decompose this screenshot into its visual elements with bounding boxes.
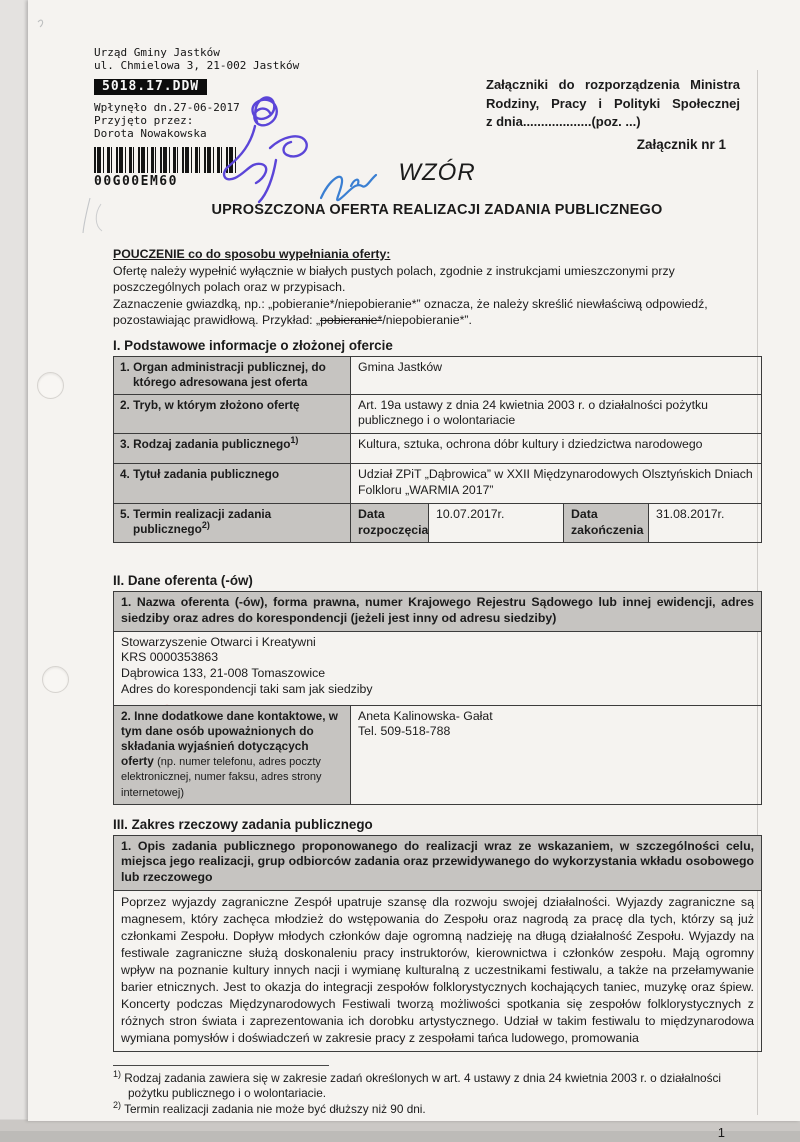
contact-person: Aneta Kalinowska- Gałat <box>358 708 493 723</box>
section1-heading: I. Podstawowe informacje o złożonej ofercie <box>113 337 393 353</box>
handwritten-signatures <box>213 82 388 212</box>
stamp-accepted-by-label: Przyjęto przez: <box>94 114 194 127</box>
instructions-block <box>113 246 761 329</box>
table-row <box>114 394 762 434</box>
offerer-mailing-address: Adres do korespondencji taki sam jak siedziby <box>121 681 373 696</box>
field-label-tryb <box>114 394 351 434</box>
hole-punch-top <box>37 372 64 399</box>
footnote-1 <box>113 1071 761 1102</box>
barcode-text: 00G00EM60 <box>94 174 178 189</box>
contact-label <box>114 705 351 805</box>
start-date-label: Data rozpoczęcia <box>351 503 429 543</box>
offerer-details <box>114 631 762 705</box>
task-description-body: Poprzez wyjazdy zagraniczne Zespół upatruje szansę dla rozwoju swojej działalności. Wyjazdy zagraniczne są magnesem, który zachęca młodzież do wstępowania do Zespołu oraz nagrodą za pracę dla tych, którzy są już członkami Zespołu. Dopływ młodych członków daje ogromną nadzieję na długą działalność Zespołu. Wyjazdy na festiwale zagraniczne służą doskonaleniu pracy instruktorów, kierownictwa i członków zespołu. Mają ogromny wpływ na poznanie kultury innych nacji i wymianę kulturalną z uczestnikami festiwalu, a także na przełamywanie barier etnicznych. Jest to okazja do integracji zespołów folklorystycznych kochających taniec, muzykę oraz śpiew. Koncerty podczas Międzynarodowych Festiwali tworzą możliwości spotkania się zespołów folklorystycznych z różnych stron świata i zaprezentowania ich dorobku artystycznego. Udział w takim festiwalu to międzynarodowa wymiana pomysłów i doświadczeń w zakresie pracy z zespołami tańca ludowego, promowania <box>114 891 762 1052</box>
table-row <box>114 631 762 705</box>
table-row <box>114 705 762 805</box>
paper-sheet <box>28 0 800 1141</box>
field-value-tryb: Art. 19a ustawy z dnia 24 kwietnia 2003 r. o działalności pożytku publicznego i o wolontariacie <box>351 394 762 434</box>
field-label-tytul <box>114 464 351 504</box>
contact-value <box>351 705 762 805</box>
footnote-marker: 2) <box>113 1099 122 1110</box>
table-row <box>114 891 762 1052</box>
label-text: 1. Organ administracji publicznej, do którego adresowana jest oferta <box>120 359 326 389</box>
table-row <box>114 835 762 890</box>
annex-reference <box>486 76 740 154</box>
field-label-organ <box>114 356 351 394</box>
annex-line2: Rodziny, Pracy i Polityki Społecznej <box>486 95 740 111</box>
section2-heading: II. Dane oferenta (-ów) <box>113 573 253 589</box>
stamp-office-line2: ul. Chmielowa 3, 21-002 Jastków <box>94 59 300 72</box>
label-text: 5. Termin realizacji zadania publicznego <box>120 506 272 536</box>
field-label-rodzaj <box>114 434 351 464</box>
instructions-p2-pre: Zaznaczenie gwiazdką, np.: „pobieranie*/niepobieranie*” oznacza, że należy skreślić niewłaściwą odpowiedź, pozostawiając prawidłową. Przykład: „ <box>113 296 708 328</box>
section3-heading: III. Zakres rzeczowy zadania publicznego <box>113 817 373 833</box>
end-date-label: Data zakończenia <box>564 503 649 543</box>
table-row <box>114 356 762 394</box>
field-label-termin <box>114 503 351 543</box>
label-text: 2. Tryb, w którym złożono ofertę <box>120 397 300 412</box>
offerer-address: Dąbrowica 133, 21-008 Tomaszowice <box>121 666 326 681</box>
instructions-heading: POUCZENIE co do sposobu wypełniania oferty: <box>113 247 391 261</box>
stamp-office-line1: Urząd Gminy Jastków <box>94 46 220 59</box>
annex-number: Załącznik nr 1 <box>636 136 726 152</box>
footnote-marker: 1) <box>290 435 299 446</box>
footnote-text: Rodzaj zadania zawiera się w zakresie zadań określonych w art. 4 ustawy z dnia 24 kwietnia 2003 r. o działalności pożytku publicznego i o wolontariacie. <box>124 1071 722 1101</box>
annex-line3: z dnia...................(poz. ...) <box>486 114 641 129</box>
label-text: 3. Rodzaj zadania publicznego <box>120 437 291 452</box>
footnote-rule <box>113 1065 329 1066</box>
label-note: (np. numer telefonu, adres poczty elektronicznej, numer faksu, adres strony internetowej) <box>121 755 322 799</box>
field-value-rodzaj: Kultura, sztuka, ochrona dóbr kultury i dziedzictwa narodowego <box>351 434 762 464</box>
stamp-accepted-by-name: Dorota Nowakowska <box>94 127 207 140</box>
offerer-krs: KRS 0000353863 <box>121 650 219 665</box>
footnote-marker: 1) <box>113 1069 122 1080</box>
instructions-struck-example: pobieranie* <box>320 313 383 328</box>
start-date-value: 10.07.2017r. <box>429 503 564 543</box>
footnote-2 <box>113 1099 761 1117</box>
offerer-name: Stowarzyszenie Otwarci i Kreatywni <box>121 634 316 649</box>
form-content <box>113 246 761 1142</box>
label-text: 2. Inne dodatkowe dane kontaktowe, w tym dane osób upoważnionych do składania wyjaśnień dotyczących oferty <box>121 708 338 768</box>
section1-table <box>113 356 762 544</box>
section3-table <box>113 835 762 1052</box>
field-value-organ: Gmina Jastków <box>351 356 762 394</box>
stamp-received-date: Wpłynęło dn.27-06-2017 <box>94 101 240 114</box>
field-value-tytul: Udział ZPiT „Dąbrowica” w XXII Międzynarodowych Olsztyńskich Dniach Folkloru „WARMIA 2017” <box>351 464 762 504</box>
stamp-case-number: 5018.17.DDW <box>94 79 207 95</box>
wzor-label: WZÓR <box>398 159 476 186</box>
instructions-p1: Ofertę należy wypełnić wyłącznie w białych pustych polach, zgodnie z instrukcjami umieszczonymi przy poszczególnych polach oraz w przypisach. <box>113 263 675 295</box>
table-row <box>114 464 762 504</box>
hole-punch-bottom <box>42 666 69 693</box>
footnote-marker: 2) <box>201 519 210 530</box>
annex-line1: Załączniki do rozporządzenia Ministra <box>486 77 740 92</box>
task-description-header: 1. Opis zadania publicznego proponowanego do realizacji wraz ze wskazaniem, w szczególności celu, miejsca jego realizacji, grup odbiorców zadania oraz przewidywanego do wykorzystania wkładu osobowego lub rzeczowego <box>114 835 762 890</box>
table-row <box>114 503 762 543</box>
page-number: 1 <box>717 1125 725 1141</box>
instructions-p2-post: /niepobieranie*”. <box>382 313 472 328</box>
end-date-value: 31.08.2017r. <box>649 503 762 543</box>
contact-phone: Tel. 509-518-788 <box>358 724 451 739</box>
section2-table <box>113 591 762 805</box>
document-title: UPROSZCZONA OFERTA REALIZACJI ZADANIA PUBLICZNEGO <box>211 202 663 218</box>
table-row <box>114 434 762 464</box>
offerer-header: 1. Nazwa oferenta (-ów), forma prawna, numer Krajowego Rejestru Sądowego lub innej ewidencji, adres siedziby oraz adres do korespondencji (jeżeli jest inny od adresu siedziby) <box>114 591 762 631</box>
table-row <box>114 591 762 631</box>
label-text: 4. Tytuł zadania publicznego <box>120 467 280 482</box>
footnote-text: Termin realizacji zadania nie może być dłuższy niż 90 dni. <box>124 1101 426 1116</box>
